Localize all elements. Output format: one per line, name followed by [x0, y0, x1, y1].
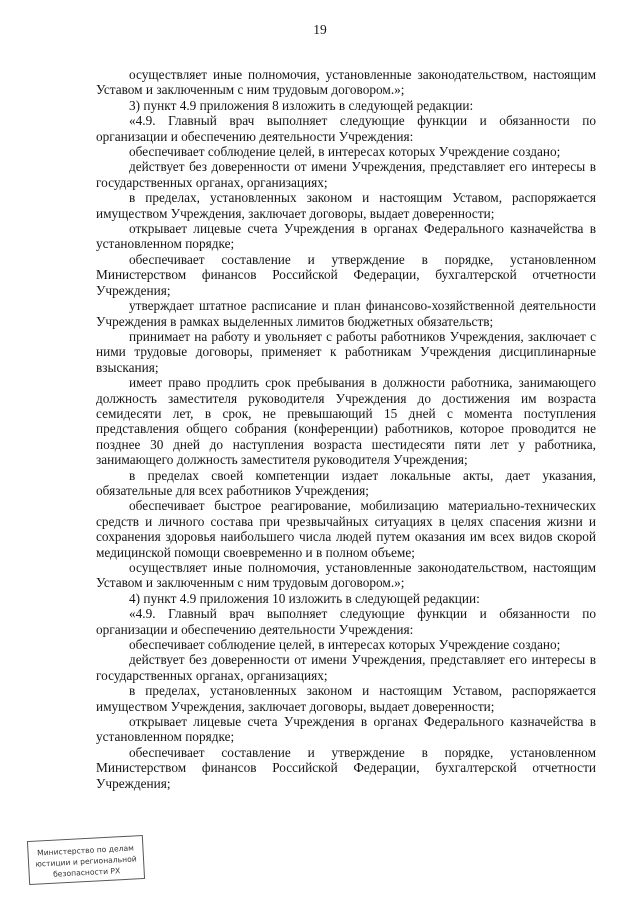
- paragraph: открывает лицевые счета Учреждения в органах Федерального казначейства в установленном порядке;: [96, 221, 596, 252]
- paragraph: 3) пункт 4.9 приложения 8 изложить в следующей редакции:: [129, 97, 474, 113]
- paragraph: осуществляет иные полномочия, установленные законодательством, настоящим Уставом и заключенным с ним трудовым договором.»;: [96, 67, 596, 98]
- stamp-line: юстиции и региональной: [35, 854, 137, 869]
- stamp-line: безопасности РХ: [52, 866, 121, 879]
- document-body: [96, 67, 596, 791]
- paragraph: обеспечивает составление и утверждение в порядке, установленном Министерством финансов Российской Федерации, бухгалтерской отчетности Учреждения;: [96, 744, 596, 791]
- paragraph: действует без доверенности от имени Учреждения, представляет его интересы в государственных органах, организациях;: [96, 159, 596, 190]
- paragraph: осуществляет иные полномочия, установленные законодательством, настоящим Уставом и заключенным с ним трудовым договором.»;: [96, 560, 596, 591]
- paragraph: «4.9. Главный врач выполняет следующие функции и обязанности по организации и обеспечению деятельности Учреждения:: [96, 606, 596, 637]
- paragraph: «4.9. Главный врач выполняет следующие функции и обязанности по организации и обеспечению деятельности Учреждения:: [96, 113, 596, 144]
- paragraph: имеет право продлить срок пребывания в должности работника, занимающего должность заместителя руководителя Учреждения до достижения им возраста семидесяти лет, в срок, не превышающий 15 дней с момента поступления представления общего собрания (конференции) работников, которое проводится не позднее 30 дней до наступления возраста шестидесяти пяти лет у работника, занимающего должность заместителя руководителя Учреждения;: [96, 375, 596, 468]
- paragraph: обеспечивает составление и утверждение в порядке, установленном Министерством финансов Российской Федерации, бухгалтерской отчетности Учреждения;: [96, 251, 596, 298]
- page-number: 19: [313, 22, 327, 37]
- paragraph: в пределах, установленных законом и настоящим Уставом, распоряжается имуществом Учреждения, заключает договоры, выдает доверенности;: [96, 190, 596, 221]
- paragraph: принимает на работу и увольняет с работы работников Учреждения, заключает с ними трудовые договоры, применяет к работникам Учреждения дисциплинарные взыскания;: [96, 328, 596, 375]
- paragraph: обеспечивает соблюдение целей, в интересах которых Учреждение создано;: [129, 144, 561, 160]
- paragraph: 4) пункт 4.9 приложения 10 изложить в следующей редакции:: [129, 590, 480, 606]
- stamp-line: Министерство по делам: [36, 843, 135, 858]
- ministry-stamp: [27, 835, 145, 885]
- paragraph: утверждает штатное расписание и план финансово-хозяйственной деятельности Учреждения в рамках выделенных лимитов бюджетных обязательств;: [96, 298, 596, 329]
- paragraph: открывает лицевые счета Учреждения в органах Федерального казначейства в установленном порядке;: [96, 714, 596, 745]
- paragraph: в пределах своей компетенции издает локальные акты, дает указания, обязательные для всех работников Учреждения;: [96, 467, 596, 498]
- paragraph: действует без доверенности от имени Учреждения, представляет его интересы в государственных органах, организациях;: [96, 652, 596, 683]
- paragraph: обеспечивает быстрое реагирование, мобилизацию материально-технических средств и личного состава при чрезвычайных ситуациях в целях спасения жизни и сохранения здоровья наибольшего числа людей путем оказания им всех видов скорой медицинской помощи своевременно и в полном объеме;: [96, 498, 596, 560]
- paragraph: в пределах, установленных законом и настоящим Уставом, распоряжается имуществом Учреждения, заключает договоры, выдает доверенности;: [96, 683, 596, 714]
- paragraph: обеспечивает соблюдение целей, в интересах которых Учреждение создано;: [129, 637, 561, 653]
